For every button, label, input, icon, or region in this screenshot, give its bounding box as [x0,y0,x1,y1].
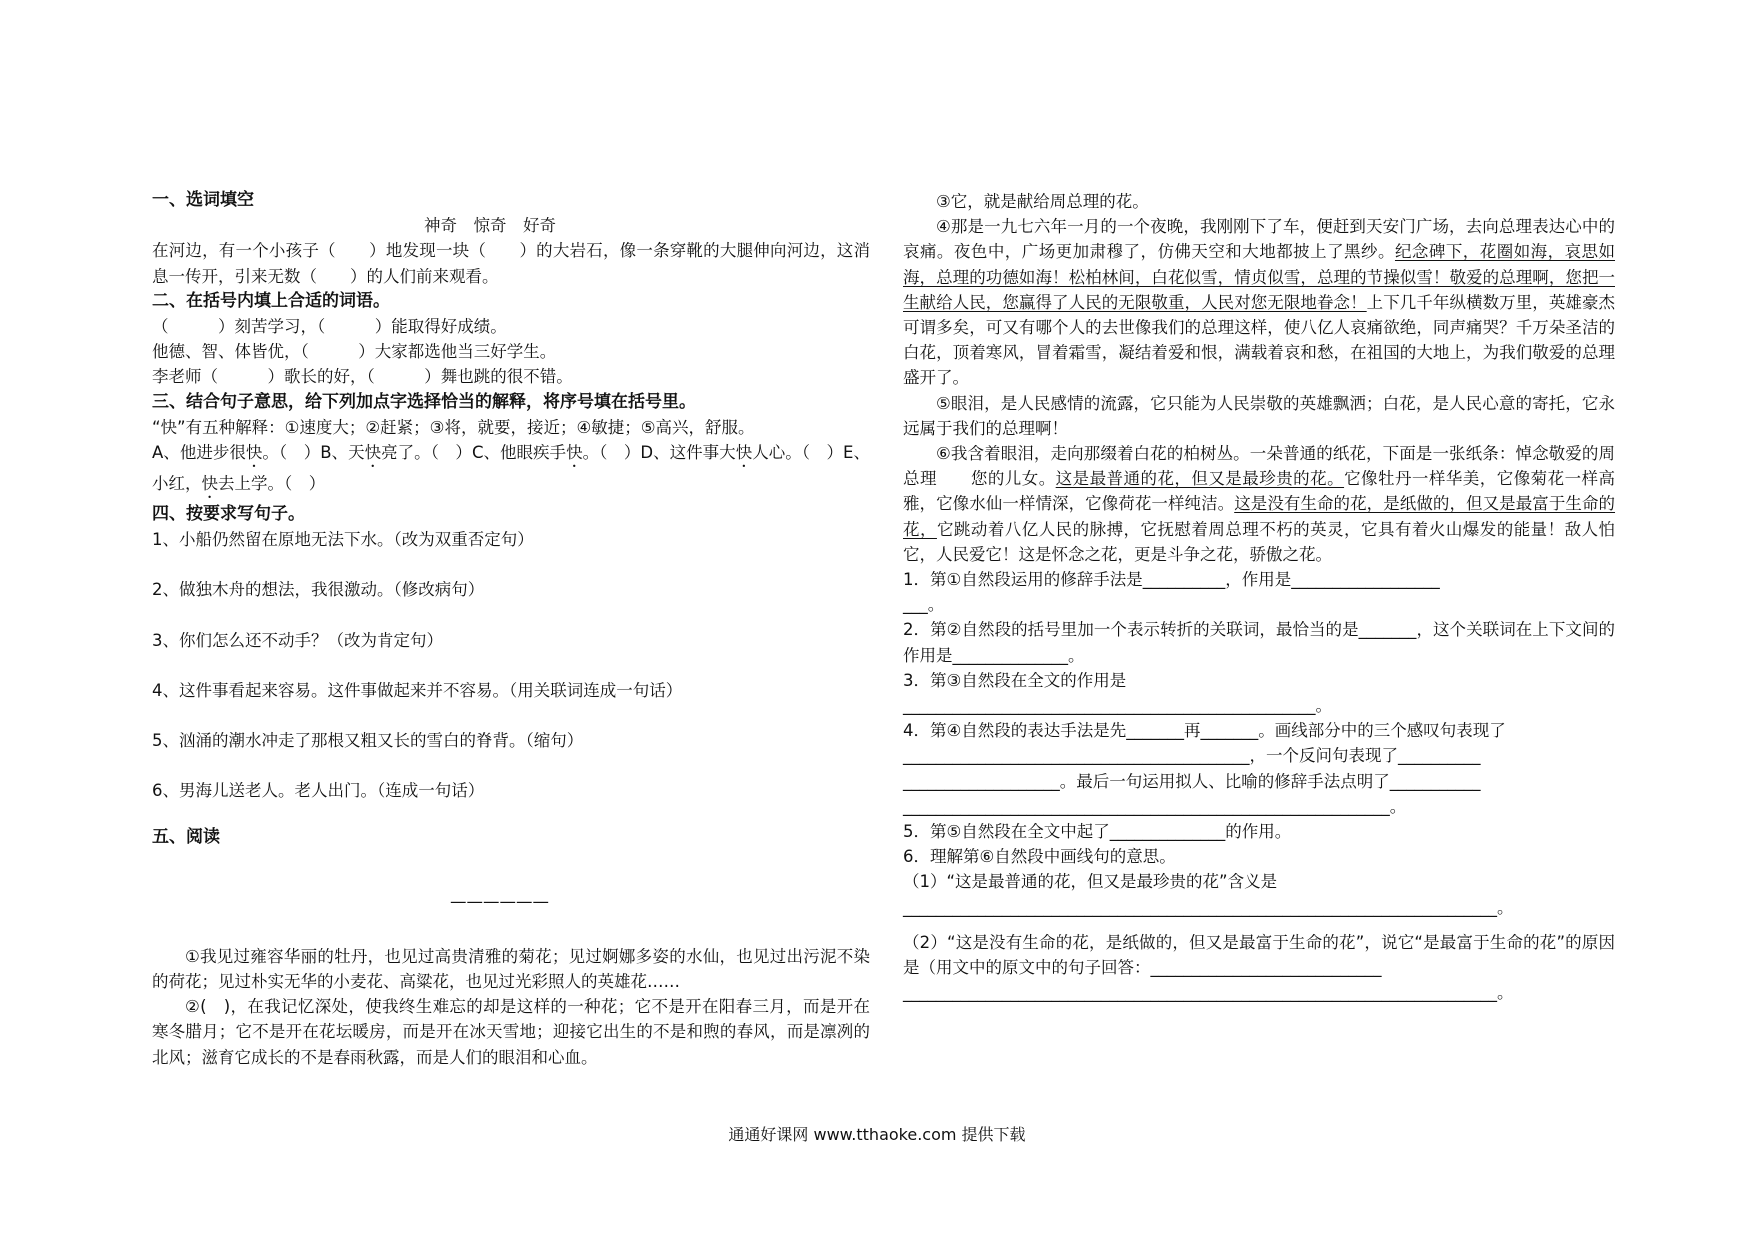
dotted-char: 快 [245,443,263,463]
left-column [152,188,870,1070]
dotted-char: 快 [364,443,382,463]
reading-paragraph-2: ②( )，在我记忆深处，使我终生难忘的却是这样的一种花；它不是开在阳春三月，而是开在寒冬腊月；它不是开在花坛暖房，而是开在冰天雪地；迎接它出生的不是和煦的春风，而是凛冽的北风；滋育它成长的不是春雨秋露，而是人们的眼泪和心血。 [152,997,870,1067]
question-2: 2、做独木舟的想法，我很激动。（修改病句） [152,580,485,600]
reading-question-6-2-blank: ________________________________________________________________________。 [903,983,1514,1003]
section-2-title: 二、在括号内填上合适的词语。 [152,290,390,311]
section-2-line-2: 他德、智、体皆优，（ ）大家都选他当三好学生。 [152,342,557,362]
reading-question-4: 4．第④自然段的表达手法是先_______再_______。画线部分中的三个感叹句表现了 [903,721,1506,741]
section-1-text: 在河边，有一个小孩子（ ）地发现一块（ ）的大岩石，像一条穿靴的大腿伸向河边，这消息一传开，引来无数（ ）的人们前来观看。 [152,241,870,286]
reading-paragraph-5: ⑤眼泪，是人民感情的流露，它只能为人民崇敬的英雄飘洒；白花，是人民心意的寄托，它永远属于我们的总理啊！ [903,393,1615,438]
section-1-title: 一、选词填空 [152,190,254,210]
right-column [903,189,1615,1006]
reading-question-6: 6．理解第⑥自然段中画线句的意思。 [903,847,1176,867]
underlined-sentence-1: 这是最普通的花，但又是最珍贵的花。 [1055,469,1345,489]
reading-question-6-2: （2）“这是没有生命的花，是纸做的，但又是最富于生命的花”，说它“是最富于生命的花”的原因是（用文中的原文中的句子回答：____________________________ [903,932,1615,978]
reading-question-3: 3．第③自然段在全文的作用是 [903,670,1127,690]
reading-question-6-1-blank: ________________________________________________________________________。 [903,897,1514,917]
question-1: 1、小船仍然留在原地无法下水。（改为双重否定句） [152,530,534,550]
dotted-char: 快 [735,443,753,463]
section-4-title: 四、按要求写句子。 [152,504,305,525]
dotted-char: 快 [566,443,583,463]
reading-paragraph-3: ③它，就是献给周总理的花。 [936,192,1149,211]
dotted-char: 快 [201,474,218,494]
reading-question-4-line-3: ___________________。最后一句运用拟人、比喻的修辞手法点明了___________ [903,771,1481,791]
underlined-sentences: 纪念碑下，花圈如海，哀思如海，总理的功德如海！松柏林间，白花似雪，情贞似雪，总理的节操似雪！敬爱的总理啊，您把一生献给人民，您赢得了人民的无限敬重，人民对您无限地眷念！ [903,242,1616,312]
reading-question-6-1: （1）“这是最普通的花，但又是最珍贵的花”含义是 [903,872,1278,892]
section-5-title: 五、阅读 [152,827,220,848]
reading-paragraph-1: ①我见过雍容华丽的牡丹，也见过高贵清雅的菊花；见过婀娜多姿的水仙，也见过出污泥不染的荷花；见过朴实无华的小麦花、高粱花，也见过光彩照人的英雄花…… [152,946,870,992]
footer-credit: 通通好课网 www.tthaoke.com 提供下载 [728,1125,1026,1144]
section-2-line-1: （ ）刻苦学习，（ ）能取得好成绩。 [152,317,507,337]
question-6: 6、男海儿送老人。老人出门。（连成一句话） [152,781,485,801]
reading-question-5: 5．第⑤自然段在全文中起了______________的作用。 [903,822,1292,842]
reading-paragraph-6: ⑥我含着眼泪，走向那缀着白花的柏树丛。一朵普通的纸花，下面是一张纸条：悼念敬爱的周总理 您的儿女。这是最普通的花，但又是最珍贵的花。它像牡丹一样华美，它像菊花一样高雅，它像水仙一样情深，它像荷花一样纯洁。这是没有生命的花，是纸做的，但又是最富于生命的花，它跳动着八亿人民的脉搏，它抚慰着周总理不朽的英灵，它具有着火山爆发的能量！敌人怕它，人民爱它！这是怀念之花，更是斗争之花，骄傲之花。 [903,444,1616,564]
reading-question-3-blank: __________________________________________________。 [903,696,1332,716]
reading-question-1-cont: ___。 [903,595,945,615]
section-3-title: 三、结合句子意思，给下列加点字选择恰当的解释，将序号填在括号里。 [152,391,696,412]
question-5: 5、汹涌的潮水冲走了那根又粗又长的雪白的脊背。（缩句） [152,731,584,751]
reading-question-1: 1．第①自然段运用的修辞手法是__________，作用是__________________ [903,570,1440,590]
question-3: 3、你们怎么还不动手？（改为肯定句） [152,630,443,650]
section-3-items: A、他进步很快。（ ）B、天快亮了。（ ）C、他眼疾手快。（ ）D、这件事大快人心。（ ）E、小红，快去上学。（ ） [152,443,870,494]
reading-question-2: 2．第②自然段的括号里加一个表示转折的关联词，最恰当的是_______，这个关联词在上下文间的作用是______________。 [903,620,1615,665]
reading-title-blank: —————— [450,891,549,911]
reading-question-4-line-2: __________________________________________，一个反问句表现了__________ [903,746,1481,766]
word-choices: 神奇 惊奇 好奇 [424,216,556,236]
section-2-line-3: 李老师（ ）歌长的好，（ ）舞也跳的很不错。 [152,367,573,387]
reading-question-4-line-4: ___________________________________________________________。 [903,796,1407,816]
underlined-sentence-2: 这是没有生命的花，是纸做的，但又是最富于生命的花， [903,494,1616,539]
question-4: 4、这件事看起来容易。这件事做起来并不容易。（用关联词连成一句话） [152,680,683,700]
section-3-intro: “快”有五种解释：①速度大；②赶紧；③将，就要，接近；④敏捷；⑤高兴，舒服。 [152,417,755,437]
reading-paragraph-4: ④那是一九七六年一月的一个夜晚，我刚刚下了车，便赶到天安门广场，去向总理表达心中的哀痛。夜色中，广场更加肃穆了，仿佛天空和大地都披上了黑纱。纪念碑下，花圈如海，哀思如海，总理的功德如海！松柏林间，白花似雪，情贞似雪，总理的节操似雪！敬爱的总理啊，您把一生献给人民，您赢得了人民的无限敬重，人民对您无限地眷念！上下几千年纵横数万里，英雄豪杰可谓多矣，可又有哪个人的去世像我们的总理这样，使八亿人哀痛欲绝，同声痛哭？千万朵圣洁的白花，顶着寒风，冒着霜雪，凝结着爱和恨，满载着哀和愁，在祖国的大地上，为我们敬爱的总理盛开了。 [903,217,1616,388]
